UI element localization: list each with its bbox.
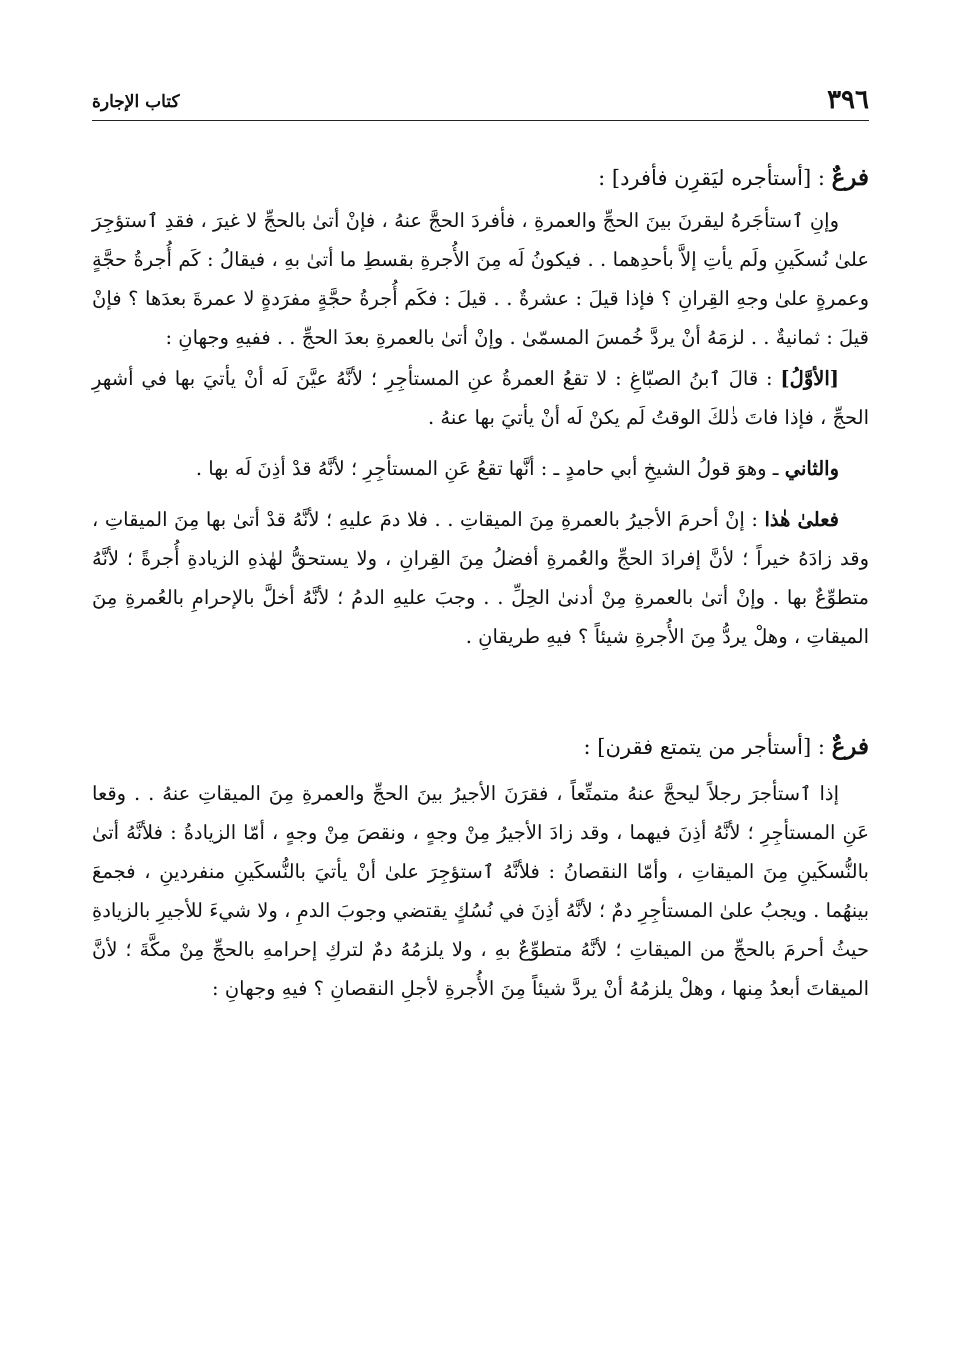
section-heading-1-text: : [أستأجره ليَقرِن فأفرد] : — [598, 166, 832, 190]
paragraph-1-2-lead: [الأوَّلُ] — [780, 367, 839, 390]
book-title: كتاب الإجارة — [92, 92, 180, 112]
running-header — [92, 84, 869, 121]
paragraph-1-2-text: : قالَ ٱبنُ الصبّاغِ : لا تقعُ العمرةُ عنِ المستأجِرِ ؛ لأنَّهُ عيَّنَ لَه أنْ يأتيَ بها في أشهرِ الحجِّ ، فإذا فاتَ ذٰلكَ الوقتُ لَم يكنْ لَه أنْ يأتيَ بها عنهُ . — [92, 367, 869, 429]
page-number: ٣٩٦ — [827, 85, 869, 115]
paragraph-1-2 — [92, 359, 869, 437]
section-heading-2-text: : [أستأجر من يتمتع فقرن] : — [583, 735, 832, 759]
section-heading-2-label: فرعٌ — [831, 733, 869, 760]
section-heading-1-label: فرعٌ — [831, 164, 869, 191]
paragraph-1-3-lead: والثاني — [784, 457, 839, 480]
paragraph-1-3-text: ـ وهوَ قولُ الشيخِ أبي حامدٍ ـ : أنَّها تقعُ عَنِ المستأجِرِ ؛ لأنَّهُ قدْ أذِنَ لَه بها . — [195, 457, 785, 480]
section-heading-1 — [92, 159, 869, 197]
paragraph-1-4-text: : إنْ أحرمَ الأجيرُ بالعمرةِ مِنَ الميقاتِ . . فلا دمَ عليهِ ؛ لأنَّهُ قدْ أتىٰ بها مِنَ الميقاتِ ، وقد زادَهُ خيراً ؛ لأنَّ إفرادَ الحجِّ والعُمرةِ أفضلُ مِنَ القِرانِ ، ولا يستحقُّ لهٰذهِ الزيادةِ أُجرةً ؛ لأنَّهُ متطوِّعٌ بها . وإنْ أتىٰ بالعمرةِ مِنْ أدنىٰ الحِلِّ . . وجبَ عليهِ الدمُ ؛ لأنَّهُ أخلَّ بالإحرامِ بالعُمرةِ مِنَ الميقاتِ ، وهلْ يردُّ مِنَ الأُجرةِ شيئاً ؟ فيهِ طريقانِ . — [92, 508, 869, 648]
paragraph-2-1: إذا ٱستأجرَ رجلاً ليحجَّ عنهُ متمتِّعاً ، فقرَنَ الأجيرُ بينَ الحجِّ والعمرةِ مِنَ الميقاتِ عنهُ . . وقعا عَنِ المستأجِرِ ؛ لأنَّهُ أذِنَ فيهما ، وقد زادَ الأجيرُ مِنْ وجهٍ ، ونقصَ مِنْ وجهٍ ، أمّا الزيادةُ : فلأنَّهُ أتىٰ بالنُّسكَينِ مِنَ الميقاتِ ، وأمّا النقصانُ : فلأنَّهُ ٱستؤجِرَ علىٰ أنْ يأتيَ بالنُّسكَينِ منفردينِ ، فجمعَ بينهُما . ويجبُ علىٰ المستأجِرِ دمٌ ؛ لأنَّهُ أذِنَ في نُسُكٍ يقتضي وجوبَ الدمِ ، ولا شيءَ للأجيرِ بالزيادةِ حيثُ أحرمَ بالحجِّ من الميقاتِ ؛ لأنَّهُ متطوِّعٌ بهِ ، ولا يلزمُهُ دمٌ لتركِ إحرامهِ بالحجِّ مِنْ مكَّةَ ؛ لأنَّ الميقاتَ أبعدُ مِنها ، وهلْ يلزمُهُ أنْ يردَّ شيئاً مِنَ الأُجرةِ لأجلِ النقصانِ ؟ فيهِ وجهانِ : — [92, 782, 869, 1000]
section-heading-2 — [92, 728, 869, 766]
paragraph-1-1: وإنِ ٱستأجَرهُ ليقرنَ بينَ الحجِّ والعمرةِ ، فأفردَ الحجَّ عنهُ ، فإنْ أتىٰ بالحجِّ لا غيرَ ، فقدِ ٱستؤجِرَ علىٰ نُسكَينِ ولَم يأتِ إلاَّ بأحدِهما . . فيكونُ لَه مِنَ الأُجرةِ بقسطِ ما أتىٰ بهِ ، فيقالُ : كَم أُجرةُ حجَّةٍ وعمرةٍ علىٰ وجهِ القِرانِ ؟ فإذا قيلَ : عشرةٌ . . قيلَ : فكَم أُجرةُ حجَّةٍ مفرَدةٍ لا عمرةَ بعدَها ؟ فإنْ قيلَ : ثمانيةٌ . . لزمَهُ أنْ يردَّ خُمسَ المسمّىٰ . وإنْ أتىٰ بالعمرةِ بعدَ الحجِّ . . ففيهِ وجهانِ : — [92, 209, 869, 349]
paragraph-1-4-lead: فعلىٰ هٰذا — [764, 508, 839, 531]
paragraph-1-3 — [92, 449, 869, 488]
paragraph-1-4 — [92, 500, 869, 656]
page-body — [92, 84, 869, 1008]
